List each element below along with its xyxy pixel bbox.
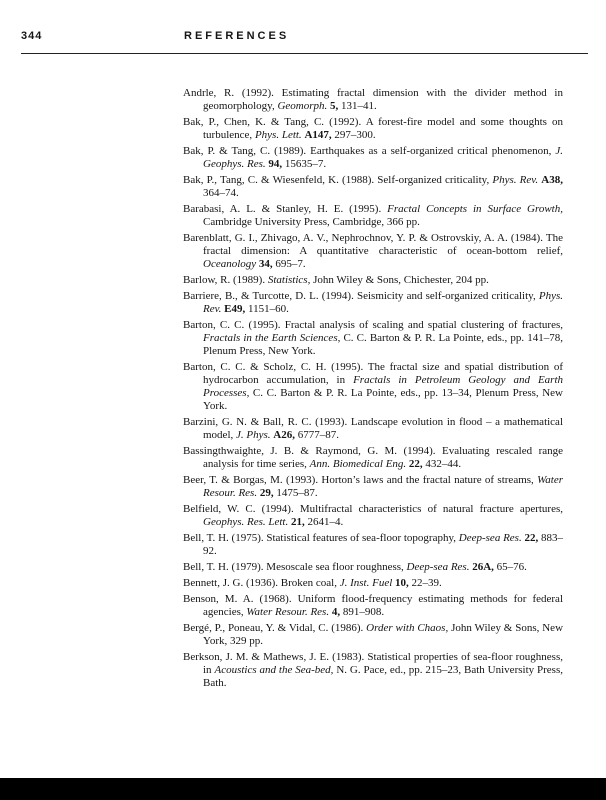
- reference-entry: [183, 474, 563, 500]
- reference-entry: [183, 561, 563, 574]
- reference-text: Cambridge University Press, Cambridge, 366 pp.: [203, 216, 420, 228]
- reference-text: N. G. Pace, ed., pp. 215–23, Bath University Press, Bath.: [203, 664, 563, 689]
- reference-text: Beer, T. & Borgas, M. (1993). Horton’s laws and the fractal nature of streams,: [183, 474, 538, 486]
- reference-text: Bassingthwaighte, J. B. & Raymond, G. M. (1994). Evaluating rescaled range analysis for time series,: [183, 445, 563, 470]
- reference-italic-text: Phys. Rev.: [492, 174, 539, 186]
- reference-entry: [183, 116, 563, 142]
- reference-text: Barton, C. C. (1995). Fractal analysis of scaling and spatial clustering of fractures,: [183, 319, 563, 331]
- reference-volume: 22,: [408, 458, 423, 470]
- reference-italic-text: Phys. Lett.: [254, 129, 302, 141]
- reference-volume: E49,: [224, 303, 246, 315]
- reference-italic-text: Phys. Rev.: [203, 290, 563, 315]
- reference-entry: [183, 87, 563, 113]
- reference-entry: [183, 577, 563, 590]
- reference-entry: [183, 361, 563, 413]
- reference-text: Barzini, G. N. & Ball, R. C. (1993). Landscape evolution in flood – a mathematical model,: [183, 416, 563, 441]
- reference-text: Barenblatt, G. I., Zhivago, A. V., Nephrochnov, Y. P. & Ostrovskiy, A. A. (1984). The fractal dimension: A quantitative characteristic of ocean-bottom relief,: [183, 232, 563, 257]
- reference-text: Bergé, P., Poneau, Y. & Vidal, C. (1986).: [183, 622, 367, 634]
- reference-list: [183, 87, 563, 693]
- reference-volume: A38,: [541, 174, 563, 186]
- reference-text: 1475–87.: [273, 487, 318, 499]
- reference-volume: 5,: [330, 100, 339, 112]
- reference-volume: 29,: [259, 487, 274, 499]
- reference-text: 1151–60.: [245, 303, 289, 315]
- reference-text: John Wiley & Sons, Chichester, 204 pp.: [310, 274, 489, 286]
- reference-italic-text: J. Inst. Fuel: [339, 577, 393, 589]
- reference-volume: 34,: [258, 258, 273, 270]
- reference-entry: [183, 503, 563, 529]
- reference-text: 432–44.: [422, 458, 462, 470]
- page-number: 344: [21, 30, 43, 42]
- reference-text: 6777–87.: [294, 429, 339, 441]
- reference-text: Barlow, R. (1989).: [183, 274, 268, 286]
- reference-text: 22–39.: [408, 577, 442, 589]
- reference-italic-text: Water Resour. Res.: [203, 474, 563, 499]
- reference-volume: 21,: [290, 516, 305, 528]
- reference-italic-text: Deep-sea Res.: [406, 561, 470, 573]
- reference-text: Bell, T. H. (1975). Statistical features of sea-floor topography,: [183, 532, 459, 544]
- reference-italic-text: Statistics,: [267, 274, 311, 286]
- reference-entry: [183, 174, 563, 200]
- reference-text: 364–74.: [203, 187, 239, 199]
- reference-italic-text: Geomorph.: [277, 100, 328, 112]
- reference-italic-text: J. Phys.: [236, 429, 271, 441]
- reference-italic-text: Geophys. Res. Lett.: [203, 516, 289, 528]
- reference-entry: [183, 445, 563, 471]
- reference-italic-text: Deep-sea Res.: [458, 532, 522, 544]
- reference-volume: 22,: [524, 532, 539, 544]
- reference-volume: 26A,: [472, 561, 494, 573]
- reference-italic-text: Fractal Concepts in Surface Growth,: [387, 203, 563, 215]
- reference-entry: [183, 319, 563, 358]
- reference-text: Andrle, R. (1992). Estimating fractal dimension with the divider method in geomorphology,: [183, 87, 563, 112]
- reference-italic-text: Fractals in Petroleum Geology and Earth Processes,: [203, 374, 563, 399]
- reference-text: 695–7.: [272, 258, 306, 270]
- reference-text: 297–300.: [331, 129, 376, 141]
- reference-text: 2641–4.: [304, 516, 344, 528]
- reference-entry: [183, 290, 563, 316]
- reference-italic-text: Acoustics and the Sea-bed,: [214, 664, 334, 676]
- reference-italic-text: Oceanology: [203, 258, 257, 270]
- reference-italic-text: Ann. Biomedical Eng.: [309, 458, 407, 470]
- reference-entry: [183, 416, 563, 442]
- reference-text: Bak, P. & Tang, C. (1989). Earthquakes as a self-organized critical phenomenon,: [183, 145, 556, 157]
- reference-italic-text: Order with Chaos,: [366, 622, 449, 634]
- reference-text: Barton, C. C. & Scholz, C. H. (1995). The fractal size and spatial distribution of hydrocarbon accumulation, in: [183, 361, 563, 386]
- reference-entry: [183, 532, 563, 558]
- reference-text: Barriere, B., & Turcotte, D. L. (1994). Seismicity and self-organized criticality,: [183, 290, 539, 302]
- reference-entry: [183, 145, 563, 171]
- reference-text: 891–908.: [340, 606, 385, 618]
- reference-text: C. C. Barton & P. R. La Pointe, eds., pp. 13–34, Plenum Press, New York.: [203, 387, 563, 412]
- page-header: [21, 26, 588, 46]
- reference-volume: A147,: [304, 129, 332, 141]
- reference-entry: [183, 622, 563, 648]
- reference-text: Bak, P., Tang, C. & Wiesenfeld, K. (1988). Self-organized criticality,: [183, 174, 493, 186]
- reference-text: Benson, M. A. (1968). Uniform flood-frequency estimating methods for federal agencies,: [183, 593, 563, 618]
- header-rule: [21, 53, 588, 54]
- reference-text: C. C. Barton & P. R. La Pointe, eds., pp. 141–78, Plenum Press, New York.: [203, 332, 564, 357]
- reference-text: Barabasi, A. L. & Stanley, H. E. (1995).: [183, 203, 388, 215]
- reference-italic-text: Water Resour. Res.: [246, 606, 330, 618]
- section-title: REFERENCES: [184, 30, 290, 42]
- reference-text: John Wiley & Sons, New York, 329 pp.: [203, 622, 564, 647]
- reference-text: 883–92.: [203, 532, 563, 557]
- reference-italic-text: Fractals in the Earth Sciences,: [203, 332, 341, 344]
- reference-text: 15635–7.: [282, 158, 327, 170]
- reference-text: Berkson, J. M. & Mathews, J. E. (1983). Statistical properties of sea-floor roughness, in: [183, 651, 563, 676]
- reference-text: Bak, P., Chen, K. & Tang, C. (1992). A forest-fire model and some thoughts on turbulence,: [183, 116, 563, 141]
- reference-italic-text: J. Geophys. Res.: [203, 145, 563, 170]
- reference-entry: [183, 203, 563, 229]
- reference-volume: 94,: [268, 158, 283, 170]
- reference-volume: 4,: [331, 606, 341, 618]
- reference-text: Belfield, W. C. (1994). Multifractal characteristics of natural fracture apertures,: [183, 503, 563, 515]
- reference-volume: A26,: [273, 429, 295, 441]
- reference-entry: [183, 651, 563, 690]
- reference-text: 65–76.: [493, 561, 527, 573]
- reference-volume: 10,: [395, 577, 409, 589]
- reference-entry: [183, 274, 563, 287]
- reference-entry: [183, 232, 563, 271]
- reference-text: Bennett, J. G. (1936). Broken coal,: [183, 577, 340, 589]
- scan-bottom-edge: [0, 778, 606, 800]
- reference-text: Bell, T. H. (1979). Mesoscale sea floor roughness,: [183, 561, 407, 573]
- reference-entry: [183, 593, 563, 619]
- reference-text: 131–41.: [338, 100, 377, 112]
